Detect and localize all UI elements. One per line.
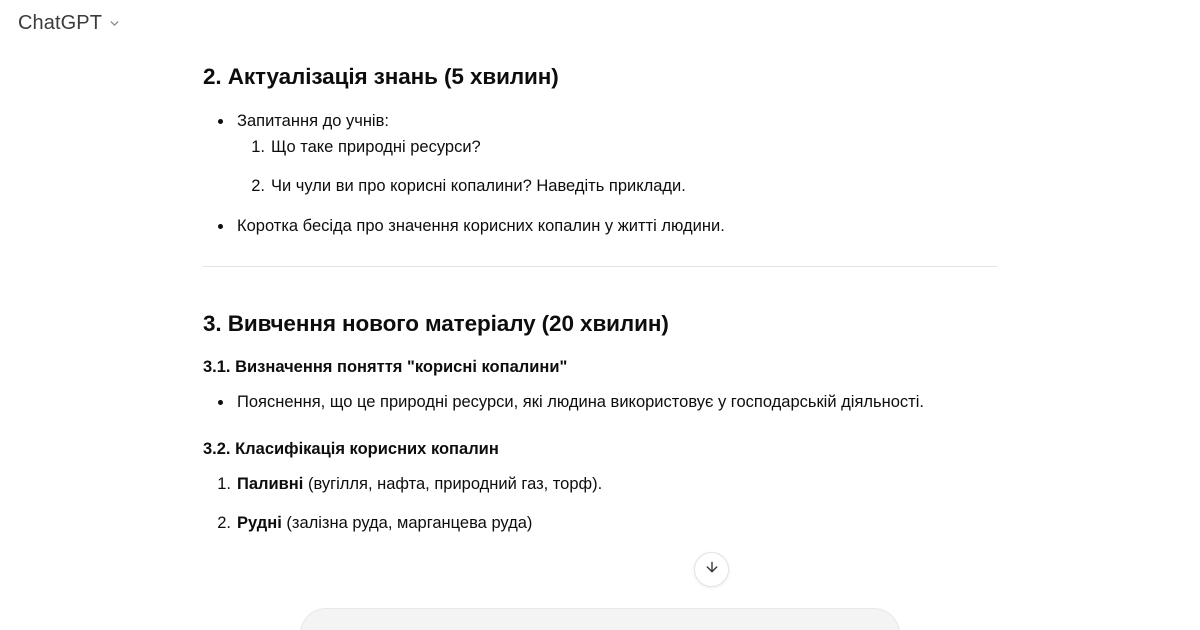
section2-sub-list [237, 135, 997, 200]
list-item [237, 472, 997, 498]
section-divider [203, 266, 997, 267]
section2-bullet-list [203, 109, 997, 239]
subsection-heading-3-2: 3.2. Класифікація корисних копалин [203, 439, 499, 458]
composer-area [0, 608, 1200, 630]
conversation-scroll-area[interactable] [0, 46, 1200, 630]
bullet-text: Запитання до учнів: [237, 112, 389, 131]
app-title: ChatGPT [18, 12, 103, 34]
list-item: Чи чули ви про корисні копалини? Наведіть приклади. [271, 177, 686, 196]
list-item [237, 511, 997, 537]
scroll-to-bottom-button[interactable] [694, 552, 729, 587]
list-item [237, 109, 997, 200]
list-item-lead: Рудні [237, 514, 282, 533]
list-item: Що таке природні ресурси? [271, 137, 481, 156]
list-item-rest: (вугілля, нафта, природний газ, торф). [303, 474, 603, 493]
assistant-message [203, 46, 997, 537]
model-switcher-button[interactable] [14, 10, 129, 36]
subsection-heading-3-1: 3.1. Визначення поняття "корисні копалини" [203, 357, 568, 376]
list-item-rest: (залізна руда, марганцева руда) [281, 514, 533, 533]
section32-numbered-list [203, 472, 997, 537]
section31-bullet-list [203, 390, 997, 416]
list-item-lead: Паливні [237, 474, 304, 493]
top-bar [0, 0, 1200, 46]
chevron-down-icon [108, 17, 121, 30]
message-input[interactable] [300, 608, 900, 630]
section-heading-3: 3. Вивчення нового матеріалу (20 хвилин) [203, 310, 669, 336]
section-heading-2: 2. Актуалізація знань (5 хвилин) [203, 64, 559, 89]
arrow-down-icon [704, 559, 720, 580]
spacer [203, 430, 997, 438]
list-item: Коротка бесіда про значення корисних копалин у житті людини. [237, 214, 997, 240]
list-item: Пояснення, що це природні ресурси, які людина використовує у господарській діяльності. [237, 390, 997, 416]
